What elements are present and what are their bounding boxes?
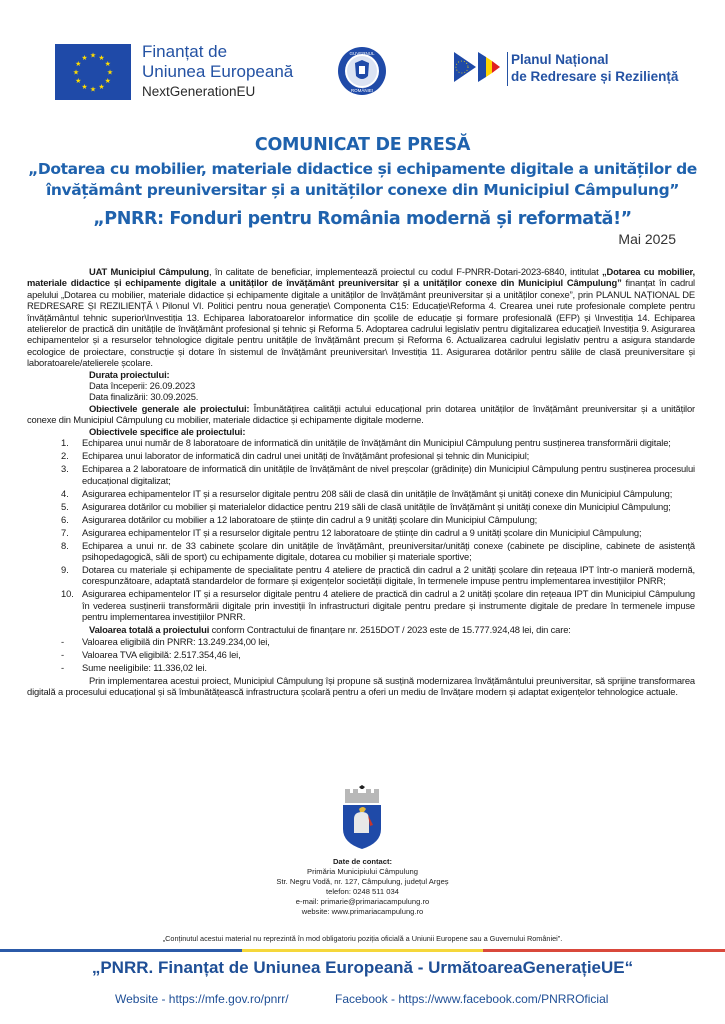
- disclaimer: „Conținutul acestui material nu reprezintă în mod obligatoriu poziția oficială a Uniunii Europene sau a Guvernului României”.: [162, 934, 563, 943]
- project-title-line-1: „Dotarea cu mobilier, materiale didactice și echipamente digitale a unităților de: [28, 160, 697, 178]
- contact-website[interactable]: website: www.primariacampulung.ro: [301, 907, 424, 916]
- eu-flag-icon: [55, 44, 131, 100]
- campulung-coat-of-arms-icon: [337, 785, 387, 851]
- pnrr-line-1: Planul Național: [511, 52, 609, 67]
- project-title-line-2: învățământ preuniversitar și a unităților conexe din Municipiul Câmpulung”: [45, 181, 680, 199]
- pnrr-line-2: de Redresare și Reziliență: [511, 69, 679, 84]
- pnrr-divider: [507, 52, 508, 86]
- eu-star-icon: ★: [98, 54, 105, 62]
- eu-funding-text: [142, 42, 293, 102]
- objective-number: 1.: [61, 437, 69, 449]
- objective-text: Asigurarea dotărilor cu mobilier a 12 laboratoare de științe din cadrul a 9 unități școlare din Municipiul Câmpulung;: [82, 513, 538, 525]
- eu-line-3: NextGenerationEU: [142, 84, 256, 99]
- svg-text:GUVERNUL: GUVERNUL: [349, 51, 375, 56]
- page-title: COMUNICAT DE PRESĂ: [254, 135, 471, 155]
- objective-item: [61, 501, 695, 512]
- contact-heading: Date de contact:: [332, 857, 393, 866]
- eu-star-icon: ★: [98, 84, 105, 92]
- eu-star-icon: ★: [104, 78, 111, 85]
- specific-objectives-list: [27, 437, 695, 622]
- dash-bullet: -: [61, 661, 64, 673]
- objective-item: [61, 450, 695, 461]
- tricolor-blue: [0, 949, 242, 952]
- objective-number: 7.: [61, 526, 69, 538]
- general-objectives-heading: Obiectivele generale ale proiectului:: [89, 402, 250, 414]
- total-value-heading: Valoarea totală a proiectului: [89, 624, 210, 636]
- footer-slogan: „PNRR. Finanțat de Uniunea Europeană - UrmătoareaGenerațieUE“: [91, 958, 634, 977]
- conclusion-paragraph: Prin implementarea acestui proiect, Municipiul Câmpulung își propune să susțină modernizarea învățământului preuniversitar, să sprijine transformarea digitală a procesului educațional și să îmbunătățească infrastructura școlară pentru a oferi un mediu de învățare modern și adaptat exigențelor tehnologice actuale.: [27, 674, 695, 697]
- tricolor-red: [483, 949, 725, 952]
- objective-text: Echiparea unui laborator de informatică din cadrul unei unități de învățământ profesional și tehnic din Municipiul;: [82, 450, 530, 462]
- objective-number: 4.: [61, 487, 69, 499]
- tricolor-yellow: [242, 949, 484, 952]
- eu-star-icon: ★: [89, 52, 97, 60]
- end-date: Data finalizării: 30.09.2025.: [89, 391, 199, 403]
- release-date: Mai 2025: [618, 231, 676, 247]
- beneficiary-name: UAT Municipiul Câmpulung: [89, 266, 209, 277]
- eu-star-icon: ★: [104, 61, 111, 68]
- objective-number: 10.: [61, 588, 74, 600]
- total-value: [27, 624, 695, 635]
- objective-number: 2.: [61, 450, 69, 462]
- start-date: Data începerii: 26.09.2023: [89, 380, 196, 392]
- project-name: „Dotarea cu mobilier, materiale didactice și echipamente digitale a unităților de învățământ preuniversitar și a unităților conexe din Municipiul Câmpulung”: [27, 266, 695, 289]
- objective-text: Echiparea a 2 laboratoare de informatică din unitățile de învățământ de nivel preșcolar (grădinițe) din Municipiul Câmpulung pentru susținerea procesului educațional digitalizat;: [82, 463, 695, 486]
- objective-item: [61, 463, 695, 486]
- objective-text: Echiparea a unui nr. de 33 cabinete școlare din unitățile de învățământ, preuniversitar/unități conexe (cabinete pe discipline, cabinete de asistență psihopedagogică, săli de sport) cu echipamente digitale, dotarea cu mobilier și materiale sportive;: [82, 539, 695, 562]
- general-objectives: [27, 403, 695, 426]
- objective-item: [61, 527, 695, 538]
- eu-line-1: Finanțat de: [142, 42, 228, 61]
- header-logos: [0, 40, 725, 106]
- website-link[interactable]: Website - https://mfe.gov.ro/pnrr/: [115, 992, 289, 1006]
- objective-text: Asigurarea dotărilor cu mobilier și materialelor didactice pentru 219 săli de clasă unitățile de învățământ și unități conexe din Municipiul Câmpulung;: [82, 500, 671, 512]
- eu-star-icon: ★: [81, 54, 88, 62]
- title-block: [0, 134, 725, 231]
- objective-item: [61, 540, 695, 563]
- value-text: Valoarea TVA eligibilă: 2.517.354,46 lei,: [82, 648, 241, 660]
- objective-text: Asigurarea echipamentelor IT și a resurselor digitale pentru 4 ateliere de practică din cadrul a 2 unități școlare din rețeaua IPT din Municipiul Câmpulung în vederea susținerii transformării digitale prin investiții în infrastructuri digitale pentru predare și instrumente digitale de predare în termenele impuse pentru implementarea investițiilor PNRR.: [82, 588, 695, 623]
- objective-item: [61, 437, 695, 448]
- value-item: [61, 649, 695, 660]
- svg-text:ROMÂNIEI: ROMÂNIEI: [350, 88, 374, 93]
- intro-text-2: finanțat în cadrul apelului „Dotarea cu mobilier, materiale didactice și echipamente digitale a unităților de învățământ preuniversitar și a unităților conexe”, prin PLANUL NAȚIONAL DE REDRESARE ȘI REZILIENȚĂ \ Pilonul VI. Politici pentru noua generație\ Componenta C15: Educație\Reforma 4. Crearea unei rute profesionale complete pentru învățământul tehnic superior\Investiția 13. Echiparea laboratoarelor informatice din școlile de educație și formare profesională (EFP) și \Investiția 14. Echiparea atelierelor de practică din unitățile de învățământ profesional și tehnic și Reforma 5. Adoptarea cadrului legislativ pentru digitalizarea educației\ Investiția 9. Asigurarea echipamentelor și a resurselor tehnologice digitale pentru unitățile de învățământ precum și Reforma 6. Actualizarea cadrului legislativ pentru a asigura standarde ecologice de proiectare, construcție și dotare în sistemul de învățământ preuniversitar\ Investiția 11. Asigurarea dotărilor pentru sălile de clasă preuniversitare și laboratoarele/atelierele școlare.: [27, 277, 695, 369]
- objective-number: 5.: [61, 500, 69, 512]
- press-release-body: [27, 266, 695, 697]
- dash-bullet: -: [61, 648, 64, 660]
- contact-email[interactable]: e-mail: primarie@primariacampulung.ro: [295, 897, 430, 906]
- eu-star-icon: ★: [75, 61, 82, 68]
- objective-item: [61, 514, 695, 525]
- contact-address: Str. Negru Vodă, nr. 127, Câmpulung, județul Argeș: [276, 877, 449, 886]
- value-text: Valoarea eligibilă din PNRR: 13.249.234,00 lei,: [82, 635, 270, 647]
- value-item: [61, 636, 695, 647]
- objective-number: 9.: [61, 563, 69, 575]
- dash-bullet: -: [61, 635, 64, 647]
- objective-number: 8.: [61, 539, 69, 551]
- eu-star-icon: ★: [72, 69, 80, 77]
- eu-star-icon: ★: [75, 78, 82, 85]
- eu-line-2: Uniunea Europeană: [142, 62, 294, 81]
- intro-paragraph: [27, 266, 695, 369]
- objective-text: Echiparea unui număr de 8 laboratoare de informatică din unitățile de învățământ din Municipiul Câmpulung pentru susținerea transformării digitale;: [82, 437, 671, 449]
- objective-text: Asigurarea echipamentelor IT și a resurselor digitale pentru 12 laboratoare de științe din cadrul a 9 unități școlare din Municipiul Câmpulung;: [82, 526, 642, 538]
- pnrr-logo-icon: [454, 50, 502, 84]
- project-title: [0, 159, 725, 201]
- value-text: Sume neeligibile: 11.336,02 lei.: [82, 661, 207, 673]
- total-value-text: conform Contractului de finanțare nr. 2515DOT / 2023 este de 15.777.924,48 lei, din care:: [209, 624, 571, 636]
- contact-block: [0, 857, 725, 917]
- objective-item: [61, 564, 695, 587]
- objective-item: [61, 588, 695, 622]
- objective-number: 3.: [61, 463, 69, 475]
- duration-heading: Durata proiectului:: [89, 368, 170, 380]
- eu-star-icon: ★: [81, 84, 88, 92]
- objective-text: Dotarea cu materiale și echipamente de specialitate pentru 4 ateliere de practică din cadrul a 2 unități școlare din rețeaua IPT într-o manieră modernă, corespunzătoare, adaptată standardelor de formare și exigențelor societății digitale, în termenele impuse pentru implementarea investițiilor PNRR;: [82, 563, 695, 587]
- romanian-government-seal-icon: [337, 46, 387, 96]
- pnrr-text: [511, 51, 678, 85]
- value-item: [61, 662, 695, 673]
- contact-org: Primăria Municipiului Câmpulung: [307, 867, 418, 876]
- facebook-link[interactable]: Facebook - https://www.facebook.com/PNRROficial: [335, 992, 609, 1006]
- contact-phone: telefon: 0248 511 034: [326, 887, 399, 896]
- value-breakdown-list: [27, 636, 695, 673]
- objective-text: Asigurarea echipamentelor IT și a resurselor digitale pentru 208 săli de clasă din unitățile de învățământ și unități conexe din Municipiul Câmpulung;: [82, 487, 673, 499]
- specific-objectives-label: [27, 426, 695, 437]
- eu-star-icon: ★: [106, 69, 114, 77]
- general-objectives-text: Îmbunătățirea calității actului educațional prin dotarea unităților de învățământ preuniversitar și a unităților conexe din Municipiul Câmpulung cu mobilier, materiale didactice și echipamente digitale moderne.: [27, 402, 695, 426]
- eu-star-icon: ★: [89, 86, 97, 94]
- slogan: „PNRR: Fonduri pentru România modernă și reformată!”: [93, 209, 632, 229]
- duration-label: [27, 369, 695, 380]
- tricolor-divider: [0, 949, 725, 952]
- specific-objectives-heading: Obiectivele specifice ale proiectului:: [89, 425, 246, 437]
- intro-text-1: , în calitate de beneficiar, implementează proiectul cu codul F-PNRR-Dotari-2023-6840, intitulat: [208, 266, 602, 277]
- objective-number: 6.: [61, 513, 69, 525]
- objective-item: [61, 488, 695, 499]
